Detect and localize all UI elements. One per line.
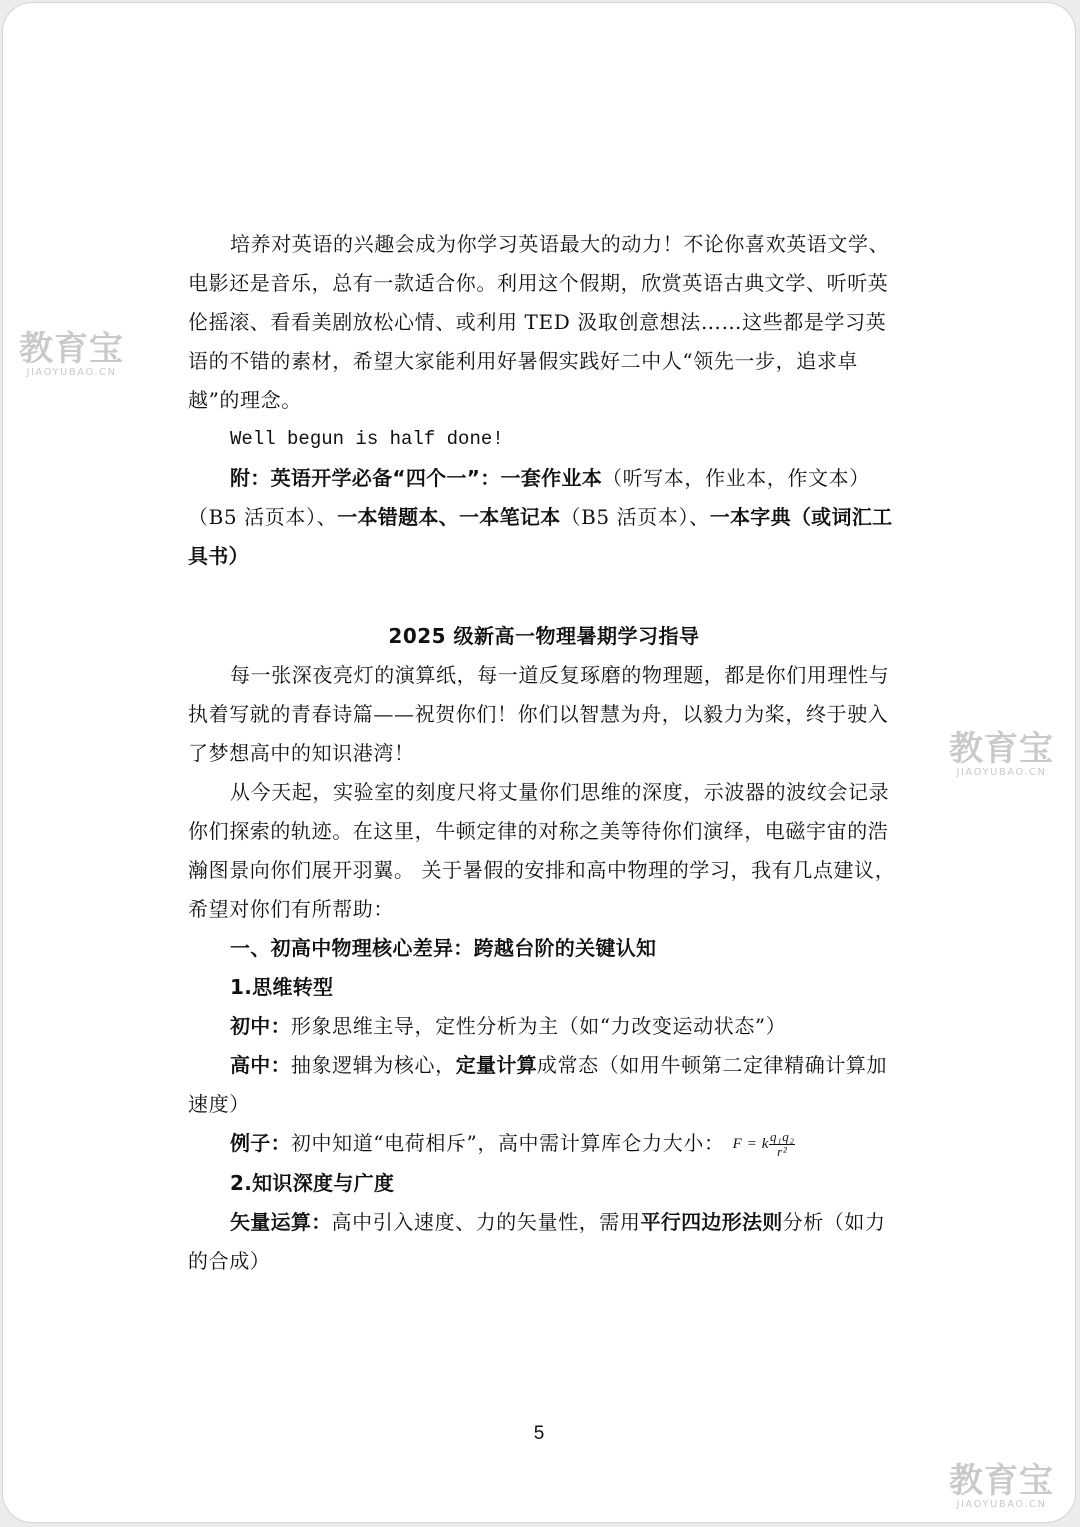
english-paragraph: 培养对英语的兴趣会成为你学习英语最大的动力！不论你喜欢英语文学、电影还是音乐，总有一款适合你。利用这个假期，欣赏英语古典文学、听听英伦摇滚、看看美剧放松心情、或利用 TED 汲取创意想法……这些都是学习英语的不错的素材，希望大家能利用好暑假实践好二中人“领先一步，追求卓越”的理念。: [188, 232, 890, 412]
subheading-thinking: 1.思维转型: [230, 975, 334, 999]
physics-title: 2025 级新高一物理暑期学习指导: [388, 624, 700, 648]
junior-high-item: 初中：形象思维主导，定性分析为主（如“力改变运动状态”）: [230, 1014, 787, 1038]
physics-section: [188, 617, 900, 1281]
coulomb-formula: F = k $\frac{\text{q₁q₂}}{\text{r²}}$: [732, 1129, 795, 1160]
watermark-logo: 教育宝 JIAOYUBAO.CN: [949, 729, 1054, 778]
watermark-logo: 教育宝 JIAOYUBAO.CN: [949, 1461, 1054, 1510]
vector-item: 矢量运算：高中引入速度、力的矢量性，需用平行四边形法则分析（如力的合成）: [188, 1210, 886, 1273]
example-item: 例子：初中知道“电荷相斥”，高中需计算库仑力大小： F = k $\frac{\text{q₁q₂}}{\text{r²}}$: [188, 1124, 900, 1164]
page-number: 5: [533, 1423, 545, 1444]
section-heading: 一、初高中物理核心差异：跨越台阶的关键认知: [230, 936, 657, 960]
watermark-logo: 教育宝 JIAOYUBAO.CN: [19, 329, 124, 378]
physics-advice-paragraph: 从今天起，实验室的刻度尺将丈量你们思维的深度，示波器的波纹会记录你们探索的轨迹。在这里，牛顿定律的对称之美等待你们演绎，电磁宇宙的浩瀚图景向你们展开羽翼。 关于暑假的安排和高中物理的学习，我有几点建议，希望对你们有所帮助：: [188, 780, 896, 921]
english-section: [188, 225, 900, 576]
subheading-depth: 2.知识深度与广度: [230, 1171, 395, 1195]
english-motto: Well begun is half done!: [230, 428, 504, 450]
document-page: [2, 2, 1076, 1523]
senior-high-item: 高中：抽象逻辑为核心，定量计算成常态（如用牛顿第二定律精确计算加速度）: [188, 1053, 888, 1116]
physics-intro-paragraph: 每一张深夜亮灯的演算纸，每一道反复琢磨的物理题，都是你们用理性与执着写就的青春诗篇——祝贺你们！你们以智慧为舟，以毅力为桨，终于驶入了梦想高中的知识港湾！: [188, 663, 890, 765]
english-appendix: 附：英语开学必备“四个一”：一套作业本（听写本，作业本，作文本）（B5 活页本）、一本错题本、一本笔记本（B5 活页本）、一本字典（或词汇工具书）: [188, 466, 893, 568]
